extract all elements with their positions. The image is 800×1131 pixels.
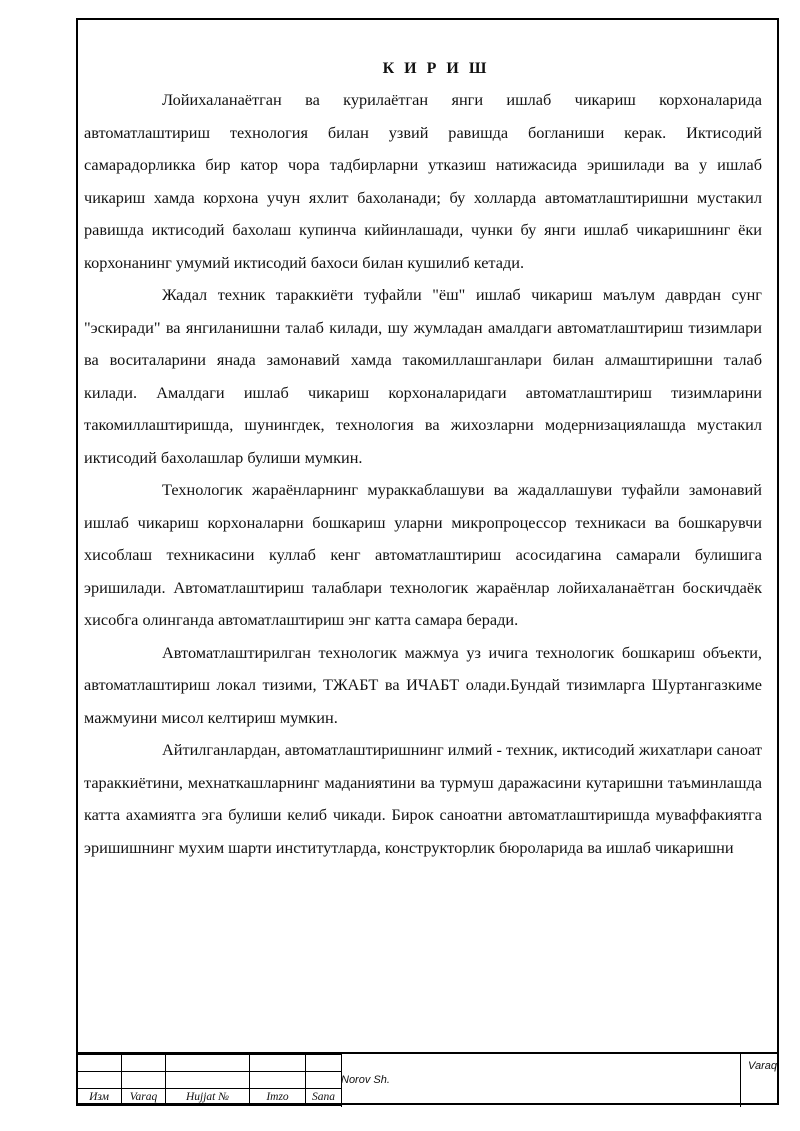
column-hujjat: Hujjat №: [166, 1089, 250, 1106]
paragraph-5: Айтилганлардан, автоматлаштиришнинг илмий - техник, иктисодий жихатлари саноат тараккиётини, мехнаткашларнинг маданиятини ва турмуш даражасини кутаришни таъминлашда катта ахамиятга эга булиши келиб чикади. Бирок саноатни автоматлаштиришда муваффакиятга эришишнинг мухим шарти институтларда, конструкторлик бюроларида ва ишлаб чикаришни: [84, 740, 762, 857]
paragraph-2: Жадал техник тараккиёти туфайли "ёш" ишлаб чикариш маълум даврдан сунг "эскиради" ва янгиланишни талаб килади, шу жумладан амалдаги автоматлаштириш тизимлари ва воситаларини янада замонавий хамда такомиллашганлари билан алмаштиришни талаб килади. Амалдаги ишлаб чикариш корхоналаридаги автоматлаштириш тизимларини такомиллаштиришда, шунингдек, технология ва жихозларни модернизациялашда мустакил иктисодий бахолашлар булиши мумкин.: [84, 285, 762, 467]
sheet-label: Varaq: [748, 1060, 777, 1072]
paragraph-3: Технологик жараёнларнинг мураккаблашуви ва жадаллашуви туфайли замонавий ишлаб чикариш корхоналарни бошкариш уларни микропроцессор техникаси ва бошкарувчи хисоблаш техникасини куллаб кенг автоматлаштириш асосидагина самарали булишига эришилади. Автоматлаштириш талаблари технологик жараёнлар лойихаланаётган боскичдаёк хисобга олинганда автоматлаштириш энг катта самара беради.: [84, 480, 762, 629]
paragraph-1: Лойихаланаётган ва курилаётган янги ишлаб чикариш корхоналарида автоматлаштириш технология билан узвий равишда богланиши керак. Иктисодий самарадорликка бир катор чора тадбирларни утказиш натижасида эришилади ва у ишлаб чикариш хамда корхона учун яхлит бахоланади; бу холларда автоматлаштиришни мустакил равишда иктисодий бахолаш купинча кийинлашади, чунки бу янги ишлаб чикаришнинг ёки корхонанинг умумий иктисодий бахоси билан кушилиб кетади.: [84, 90, 762, 272]
document-title: К И Р И Ш: [382, 60, 490, 77]
document-body: [84, 60, 762, 864]
column-izm: Изм: [77, 1089, 122, 1106]
sheet-number-box: [740, 1054, 779, 1107]
column-sana: Sana: [306, 1089, 342, 1106]
column-imzo: Imzo: [250, 1089, 306, 1106]
author-name: Norov Sh.: [341, 1074, 390, 1086]
paragraph-4: Автоматлаштирилган технологик мажмуа уз ичига технологик бошкариш объекти, автоматлаштириш локал тизими, ТЖАБТ ва ИЧАБТ олади.Бундай тизимларга Шуртангазкиме мажмуини мисол келтириш мумкин.: [84, 642, 762, 727]
column-varaq: Varaq: [122, 1089, 166, 1106]
title-block: [76, 1052, 779, 1107]
revision-table: [76, 1054, 342, 1106]
